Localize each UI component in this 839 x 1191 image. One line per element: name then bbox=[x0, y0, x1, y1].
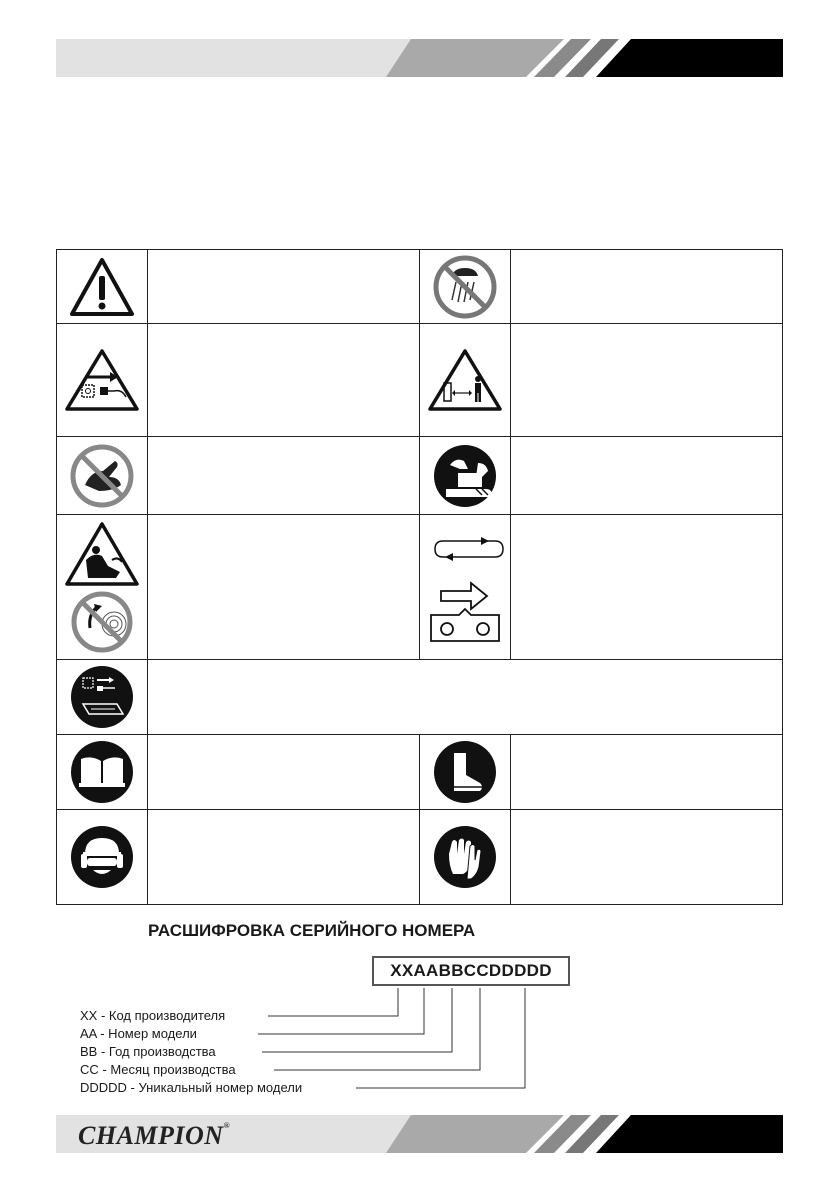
champion-logo bbox=[78, 1121, 230, 1151]
serial-legend-item: DDDDD - Уникальный номер модели bbox=[80, 1080, 303, 1095]
serial-legend-item: AA - Номер модели bbox=[80, 1026, 197, 1041]
serial-code-box: XXAABBCCDDDDD bbox=[372, 956, 570, 986]
registered-mark: ® bbox=[223, 1121, 231, 1130]
serial-legend-item: XX - Код производителя bbox=[80, 1008, 226, 1023]
brand-name: CHAMPION bbox=[78, 1121, 224, 1150]
footer-band bbox=[56, 1115, 783, 1153]
serial-title: РАСШИФРОВКА СЕРИЙНОГО НОМЕРА bbox=[148, 921, 476, 940]
serial-legend-item: BB - Год производства bbox=[80, 1044, 216, 1059]
serial-legend-item: CC - Месяц производства bbox=[80, 1062, 236, 1077]
